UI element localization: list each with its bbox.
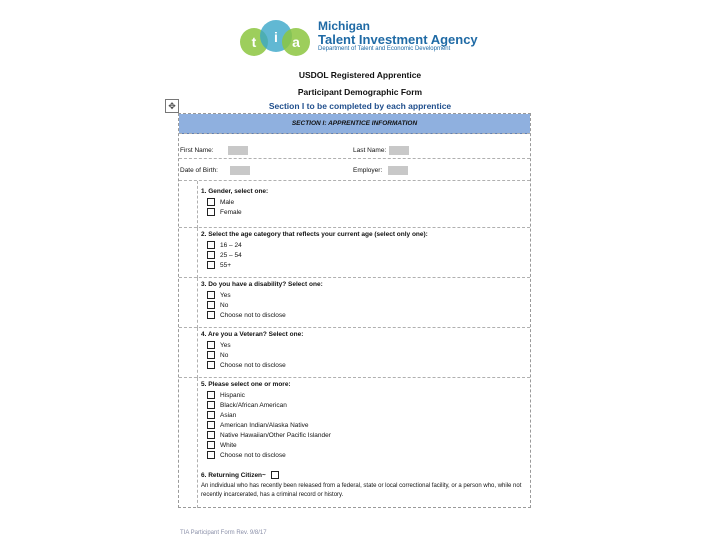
section-note: Section I to be completed by each apprentice	[268, 101, 452, 111]
returning-citizen-note: An individual who has recently been released from a federal, state or local correctional facility, or a person who, while not recently incarcerated, has a criminal record or history.	[201, 483, 522, 498]
dob-row	[179, 158, 530, 181]
checkbox-icon[interactable]	[207, 431, 215, 439]
checkbox-icon[interactable]	[207, 351, 215, 359]
svg-text:t: t	[251, 34, 257, 50]
checkbox-icon[interactable]	[207, 401, 215, 409]
option-no[interactable]: No	[207, 301, 228, 309]
form-subtitle: Participant Demographic Form	[297, 87, 423, 97]
checkbox-icon[interactable]	[207, 291, 215, 299]
question-disability	[179, 277, 530, 328]
question-veteran	[179, 327, 530, 378]
checkbox-icon[interactable]	[207, 421, 215, 429]
checkbox-icon[interactable]	[207, 241, 215, 249]
question-age	[179, 227, 530, 278]
first-name-label: First Name:	[180, 147, 214, 154]
checkbox-icon[interactable]	[207, 361, 215, 369]
employer-field[interactable]	[388, 166, 408, 175]
returning-citizen-title: 6. Returning Citizen~	[201, 471, 266, 479]
form-title: USDOL Registered Apprentice	[298, 70, 422, 80]
option-pacific-islander[interactable]: Native Hawaiian/Other Pacific Islander	[207, 431, 331, 439]
checkbox-icon[interactable]	[207, 261, 215, 269]
last-name-label: Last Name:	[353, 147, 387, 154]
last-name-field[interactable]	[389, 146, 409, 155]
option-yes[interactable]: Yes	[207, 341, 231, 349]
checkbox-icon[interactable]	[207, 451, 215, 459]
svg-text:a: a	[292, 34, 300, 50]
question-title: 2. Select the age category that reflects your current age (select only one):	[201, 231, 428, 238]
tia-logo-icon	[240, 16, 312, 62]
option-25-54[interactable]: 25 – 54	[207, 251, 242, 259]
checkbox-icon[interactable]	[207, 311, 215, 319]
option-american-indian[interactable]: American Indian/Alaska Native	[207, 421, 309, 429]
question-title: 3. Do you have a disability? Select one:	[201, 281, 323, 288]
checkbox-icon[interactable]	[207, 441, 215, 449]
question-gender	[179, 180, 530, 228]
form-revision-footer: TIA Participant Form Rev. 9/8/17	[180, 530, 267, 536]
svg-text:i: i	[274, 29, 278, 45]
option-no[interactable]: No	[207, 351, 228, 359]
checkbox-icon[interactable]	[207, 411, 215, 419]
checkbox-icon[interactable]	[207, 198, 215, 206]
logo-line-1: Michigan	[318, 19, 371, 33]
question-race	[179, 377, 530, 508]
option-yes[interactable]: Yes	[207, 291, 231, 299]
employer-label: Employer:	[353, 167, 383, 174]
checkbox-icon[interactable]	[271, 471, 279, 479]
option-male[interactable]: Male	[207, 198, 234, 206]
logo-line-2: Talent Investment Agency	[318, 31, 478, 47]
option-white[interactable]: White	[207, 441, 237, 449]
checkbox-icon[interactable]	[207, 208, 215, 216]
checkbox-icon[interactable]	[207, 251, 215, 259]
question-title: 4. Are you a Veteran? Select one:	[201, 331, 304, 338]
question-title: 5. Please select one or more:	[201, 381, 291, 388]
option-asian[interactable]: Asian	[207, 411, 236, 419]
option-16-24[interactable]: 16 – 24	[207, 241, 242, 249]
name-row	[179, 133, 530, 159]
agency-logo	[240, 16, 500, 62]
logo-line-3: Department of Talent and Economic Development	[318, 46, 451, 53]
option-female[interactable]: Female	[207, 208, 242, 216]
dob-label: Date of Birth:	[180, 167, 218, 174]
checkbox-icon[interactable]	[207, 391, 215, 399]
checkbox-icon[interactable]	[207, 301, 215, 309]
option-not-disclose[interactable]: Choose not to disclose	[207, 451, 286, 459]
first-name-field[interactable]	[228, 146, 248, 155]
option-not-disclose[interactable]: Choose not to disclose	[207, 311, 286, 319]
option-black[interactable]: Black/African American	[207, 401, 287, 409]
option-55-plus[interactable]: 55+	[207, 261, 231, 269]
question-title: 1. Gender, select one:	[201, 188, 269, 195]
checkbox-icon[interactable]	[207, 341, 215, 349]
returning-citizen	[201, 471, 284, 479]
demographic-form-table	[178, 113, 531, 508]
table-move-handle-icon[interactable]: ✥	[165, 99, 179, 113]
option-not-disclose[interactable]: Choose not to disclose	[207, 361, 286, 369]
option-hispanic[interactable]: Hispanic	[207, 391, 245, 399]
dob-field[interactable]	[230, 166, 250, 175]
section-header: SECTION I: APPRENTICE INFORMATION	[179, 114, 530, 134]
